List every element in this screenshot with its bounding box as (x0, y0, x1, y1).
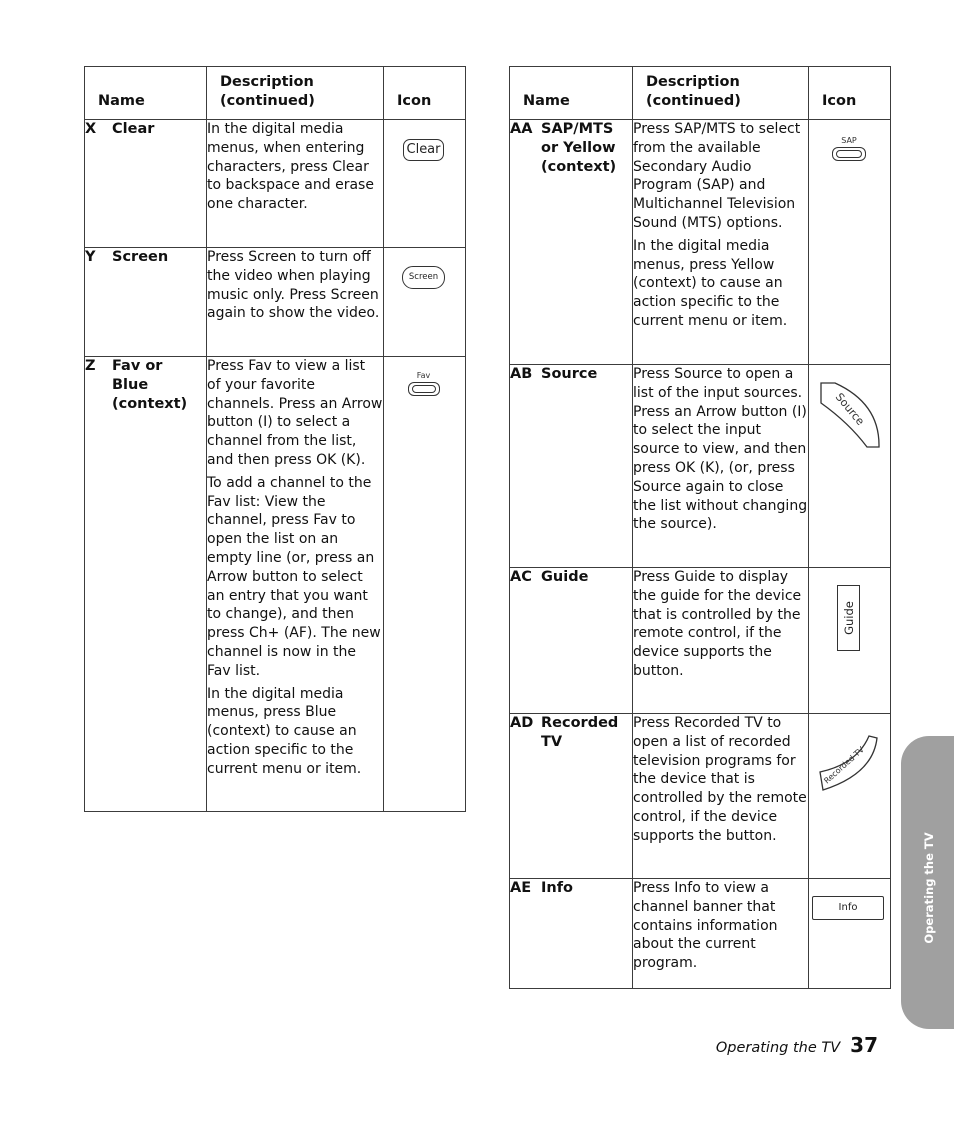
row-name: X Clear (85, 120, 207, 248)
description-header: Description (continued) (633, 67, 809, 120)
clear-button-icon: Clear (384, 120, 466, 248)
svg-text:Source: Source (832, 390, 867, 428)
name-header: Name (85, 67, 207, 120)
row-description: Press Screen to turn off the video when playing music only. Press Screen again to show the video. (207, 248, 384, 357)
table-row (510, 714, 891, 879)
guide-button-icon: Guide (809, 568, 891, 714)
icon-header: Icon (809, 67, 891, 120)
table-row (85, 357, 466, 812)
row-description: Press Guide to display the guide for the device that is controlled by the remote control, if the device supports the button. (633, 568, 809, 714)
source-key-shape (809, 365, 891, 465)
recorded-tv-key-shape (809, 714, 891, 804)
row-description: Press Recorded TV to open a list of recorded television programs for the device that is controlled by the remote control, if the device supports the button. (633, 714, 809, 879)
table-row (510, 365, 891, 568)
row-description: Press SAP/MTS to select from the available Secondary Audio Program (SAP) and Multichannel Television Sound (MTS) options. In the digital media menus, press Yellow (context) to cause an action specific to the current menu or item. (633, 120, 809, 365)
page-footer (716, 1033, 878, 1057)
row-description: Press Info to view a channel banner that contains information about the current program. (633, 879, 809, 989)
fav-button-icon: Fav (384, 357, 466, 812)
left-button-table (84, 66, 466, 812)
recorded-tv-button-icon (809, 714, 891, 879)
svg-text:Recorded TV: Recorded TV (822, 744, 866, 786)
page-number: 37 (850, 1033, 878, 1057)
table-row (510, 879, 891, 989)
row-description: Press Source to open a list of the input sources. Press an Arrow button (I) to select the input source to view, and then press OK (K), (or, press Source again to close the list without changing the source). (633, 365, 809, 568)
row-name: AA SAP/MTS or Yellow (context) (510, 120, 633, 365)
row-description: Press Fav to view a list of your favorite channels. Press an Arrow button (I) to select a channel from the list, and then press OK (K). To add a channel to the Fav list: View the channel, press Fav to open the list on an empty line (or, press an Arrow button to select an entry that you want to change), and then press Ch+ (AF). The new channel is now in the Fav list. In the digital media menus, press Blue (context) to cause an action specific to the current menu or item. (207, 357, 384, 812)
chapter-side-tab-label: Operating the TV (922, 832, 936, 944)
row-name: Z Fav or Blue (context) (85, 357, 207, 812)
table-row (85, 248, 466, 357)
icon-header: Icon (384, 67, 466, 120)
name-header: Name (510, 67, 633, 120)
row-name: Y Screen (85, 248, 207, 357)
description-header: Description (continued) (207, 67, 384, 120)
row-name: AD Recorded TV (510, 714, 633, 879)
table-row (85, 120, 466, 248)
row-description: In the digital media menus, when entering characters, press Clear to backspace and erase one character. (207, 120, 384, 248)
row-name: AE Info (510, 879, 633, 989)
row-name: AC Guide (510, 568, 633, 714)
screen-button-icon: Screen (384, 248, 466, 357)
sap-button-icon: SAP (809, 120, 891, 365)
row-name: AB Source (510, 365, 633, 568)
table-row (510, 120, 891, 365)
footer-title: Operating the TV (715, 1040, 841, 1056)
source-button-icon (809, 365, 891, 568)
info-button-icon: Info (809, 879, 891, 989)
right-button-table (509, 66, 891, 989)
table-row (510, 568, 891, 714)
